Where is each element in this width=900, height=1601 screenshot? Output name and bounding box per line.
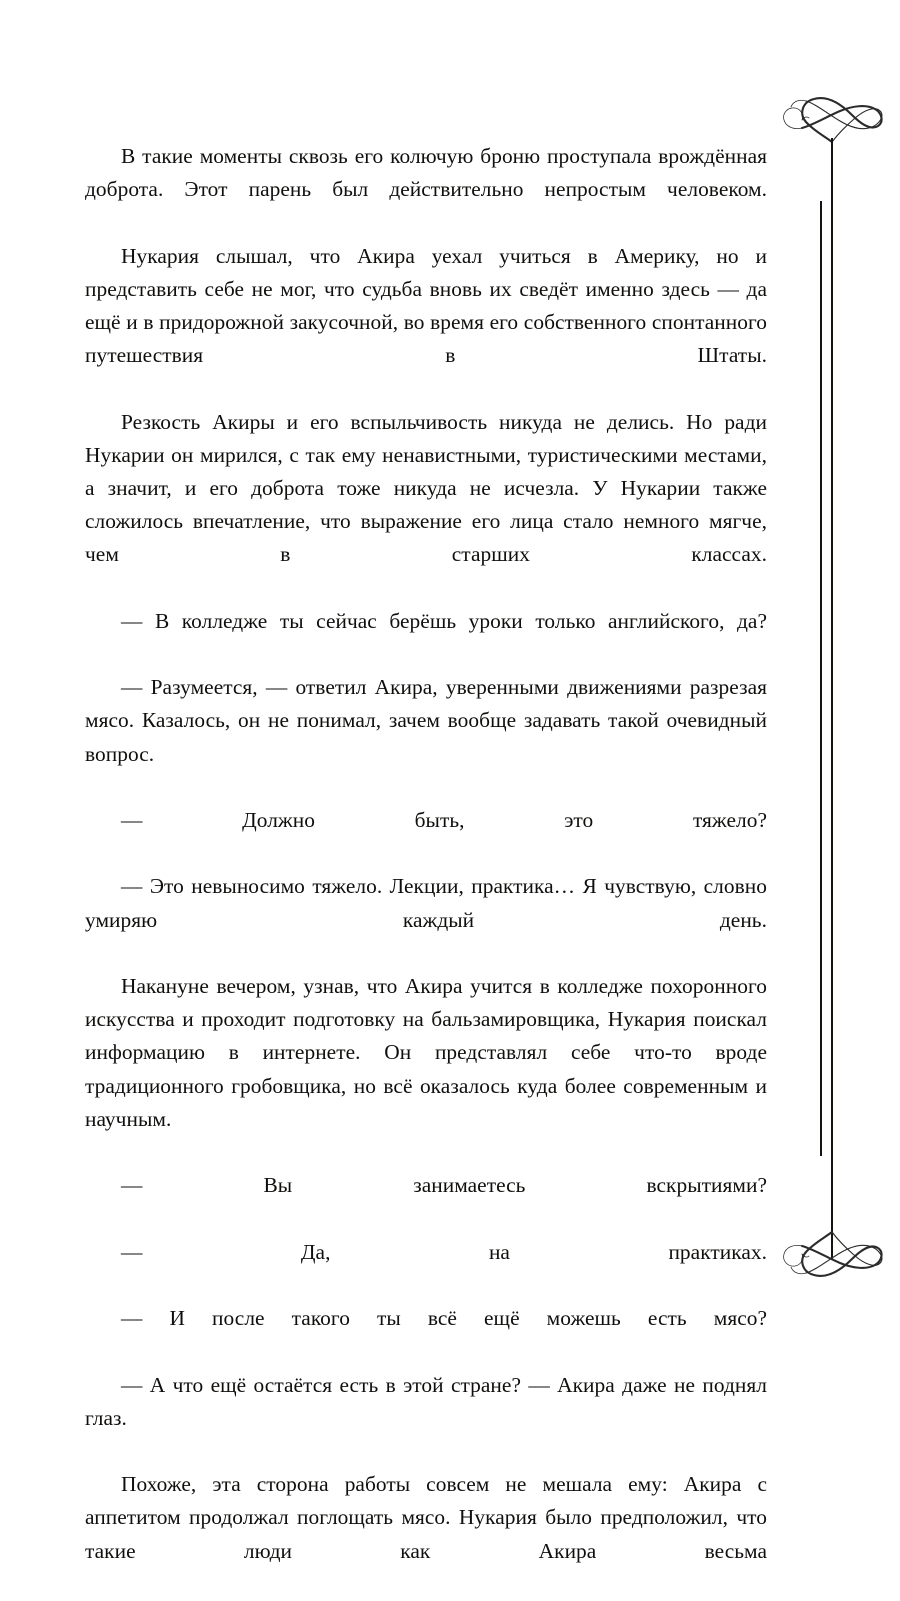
dialogue-line: — Это невыносимо тяжело. Лекции, практика… Я чувствую, словно умиряю каждый день. [85, 874, 767, 932]
dialogue-line: — А что ещё остаётся есть в этой стране? — Акира даже не поднял глаз. [85, 1372, 767, 1430]
dialogue-line: — Да, на практиках. [121, 1239, 767, 1264]
flourish-ornament-icon [780, 1226, 884, 1288]
flourish-ornament-icon [780, 86, 884, 148]
dialogue-line: — Должно быть, это тяжело? [121, 808, 767, 833]
body-text-column [85, 140, 767, 1601]
paragraph: Накануне вечером, узнав, что Акира учится в колледже похоронного искусства и проходит подготовку на бальзамировщика, Нукария поискал информацию в интернете. Он представлял себе что-то вроде традиционного гробовщика, но всё оказалось куда более современным и научным. [85, 974, 767, 1131]
margin-rule-outer [831, 138, 833, 1260]
paragraph: Резкость Акиры и его вспыльчивость никуда не делись. Но ради Нукарии он мирился, с так ему ненавистными, туристическими местами, а значит, и его доброта тоже никуда не исчезла. У Нукарии также сложилось впечатление, что выражение его лица стало немного мягче, чем в старших классах. [85, 409, 767, 567]
dialogue-line: — Разумеется, — ответил Акира, уверенными движениями разрезая мясо. Казалось, он не понимал, зачем вообще задавать такой очевидный вопрос. [85, 675, 767, 766]
paragraph: В такие моменты сквозь его колючую броню проступала врождённая доброта. Этот парень был действительно непростым человеком. [85, 144, 767, 202]
margin-ornament-rail [770, 78, 890, 1303]
paragraph: Похоже, эта сторона работы совсем не мешала ему: Акира с аппетитом продолжал поглощать мясо. Нукария было предположил, что такие люди как Акира весьма [85, 1472, 767, 1563]
dialogue-line: — И после такого ты всё ещё можешь есть мясо? [121, 1306, 767, 1331]
paragraph: Нукария слышал, что Акира уехал учиться в Америку, но и представить себе не мог, что судьба вновь их сведёт именно здесь — да ещё и в придорожной закусочной, во время его собственного спонтанного путешествия в Штаты. [85, 243, 767, 368]
dialogue-line: — В колледже ты сейчас берёшь уроки только английского, да? [121, 608, 767, 633]
margin-rule-inner [820, 201, 822, 1156]
dialogue-line: — Вы занимаетесь вскрытиями? [121, 1173, 767, 1198]
